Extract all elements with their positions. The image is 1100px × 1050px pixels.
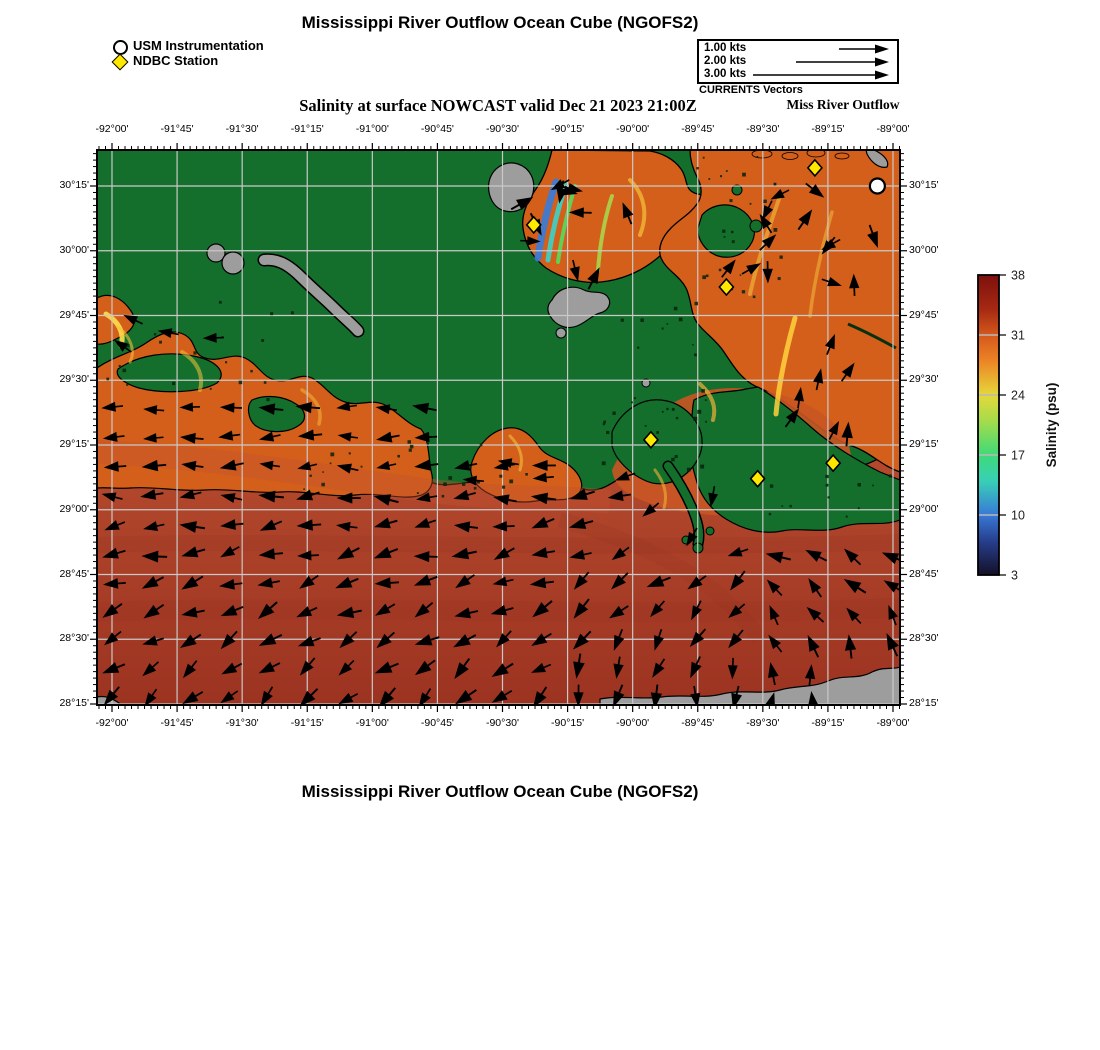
- coast-islet: [782, 153, 798, 160]
- lon-tick-label: -89°30': [746, 717, 780, 729]
- lon-tick-label: -92°00': [95, 717, 129, 729]
- lon-tick-label: -89°15': [811, 717, 845, 729]
- gulf-band: [97, 542, 900, 546]
- usm-circle-icon: [113, 40, 128, 55]
- lon-tick-label: -89°30': [746, 123, 780, 135]
- lon-tick-label: -91°30': [225, 123, 259, 135]
- lat-tick-label: 29°45': [909, 308, 939, 321]
- lon-tick-label: -89°45': [681, 123, 715, 135]
- colorbar-label: Salinity (psu): [1044, 382, 1059, 468]
- nodata-gray-shape: [556, 328, 566, 338]
- station-legend: [112, 39, 332, 73]
- currents-vector-legend-box: [697, 39, 899, 84]
- ndbc-diamond-icon: [112, 54, 129, 71]
- lat-tick-label: 30°00': [59, 243, 89, 256]
- colorbar-tick-label: 17: [1011, 448, 1025, 463]
- vector-legend-caption: CURRENTS Vectors: [699, 84, 803, 96]
- legend-arrow-head: [875, 45, 889, 54]
- lon-tick-label: -89°45': [681, 717, 715, 729]
- map-subtitle: Salinity at surface NOWCAST valid Dec 21 2023 21:00Z: [299, 96, 697, 115]
- lon-tick-label: -92°00': [95, 123, 129, 135]
- lon-tick-label: -90°45': [420, 123, 454, 135]
- nodata-gray-shape: [489, 163, 534, 212]
- legend-arrow-head: [875, 58, 889, 67]
- lat-tick-label: 30°00': [909, 243, 939, 256]
- lon-tick-label: -91°45': [160, 123, 194, 135]
- legend-item-usm: USM Instrumentation: [133, 38, 264, 53]
- coast-islet: [752, 150, 772, 158]
- lon-tick-label: -91°00': [355, 123, 389, 135]
- lat-tick-label: 28°30': [909, 632, 939, 645]
- lat-tick-label: 29°30': [909, 373, 939, 386]
- lat-tick-label: 28°15': [59, 697, 89, 709]
- colorbar-tick-label: 10: [1011, 508, 1025, 523]
- lon-tick-label: -91°30': [225, 717, 259, 729]
- vector-legend-arrows: [699, 41, 893, 82]
- lat-tick-label: 29°00': [59, 502, 89, 515]
- lat-tick-label: 29°15': [909, 438, 939, 450]
- lon-tick-label: -90°15': [551, 123, 585, 135]
- lat-tick-label: 28°45': [59, 567, 89, 580]
- coast-islet: [835, 153, 849, 159]
- region-label: Miss River Outflow: [786, 97, 900, 112]
- map-plot: [85, 136, 914, 721]
- delta-pod: [706, 527, 714, 535]
- lon-tick-label: -91°00': [355, 717, 389, 729]
- lat-tick-label: 30°15': [909, 179, 939, 191]
- lon-tick-label: -91°45': [160, 717, 194, 729]
- colorbar-tick-label: 38: [1011, 268, 1025, 283]
- colorbar-tick-label: 3: [1011, 568, 1018, 583]
- lon-tick-label: -90°00': [616, 123, 650, 135]
- map-content: [97, 149, 907, 716]
- lat-tick-label: 29°00': [909, 502, 939, 515]
- vector-legend-row-1: 1.00 kts: [704, 42, 747, 54]
- lat-tick-label: 29°45': [59, 308, 89, 321]
- vector-legend-row-2: 2.00 kts: [704, 55, 747, 67]
- lat-tick-label: 28°15': [909, 697, 939, 709]
- legend-item-ndbc: NDBC Station: [133, 53, 219, 68]
- usm-station-marker: [870, 179, 885, 194]
- lon-tick-label: -90°45': [420, 717, 454, 729]
- colorbar-tick-label: 24: [1011, 388, 1025, 403]
- lat-tick-label: 29°30': [59, 373, 89, 386]
- vector-legend-row-3: 3.00 kts: [704, 68, 747, 80]
- lat-tick-label: 29°15': [59, 438, 89, 450]
- lon-tick-label: -89°15': [811, 123, 845, 135]
- colorbar-gradient: [978, 275, 999, 575]
- lon-tick-label: -90°00': [616, 717, 650, 729]
- figure-title-bottom: Mississippi River Outflow Ocean Cube (NGOFS2): [301, 782, 699, 801]
- nodata-gray-shape: [222, 252, 244, 274]
- lon-tick-label: -89°00': [876, 123, 910, 135]
- lat-tick-label: 30°15': [59, 179, 89, 191]
- colorbar-tick-label: 31: [1011, 328, 1025, 343]
- colorbar: [965, 265, 1100, 595]
- lon-tick-label: -90°30': [485, 717, 520, 729]
- figure-title-top: Mississippi River Outflow Ocean Cube (NGOFS2): [301, 13, 699, 32]
- land-patch: [750, 220, 762, 232]
- lon-tick-label: -89°00': [876, 717, 910, 729]
- legend-arrow-head: [875, 71, 889, 80]
- lat-tick-label: 28°30': [59, 632, 89, 645]
- land-patch: [698, 205, 754, 257]
- lat-tick-label: 28°45': [909, 567, 939, 580]
- lon-tick-label: -90°30': [485, 123, 520, 135]
- lon-tick-label: -91°15': [290, 717, 324, 729]
- lon-tick-label: -91°15': [290, 123, 324, 135]
- lon-tick-label: -90°15': [551, 717, 585, 729]
